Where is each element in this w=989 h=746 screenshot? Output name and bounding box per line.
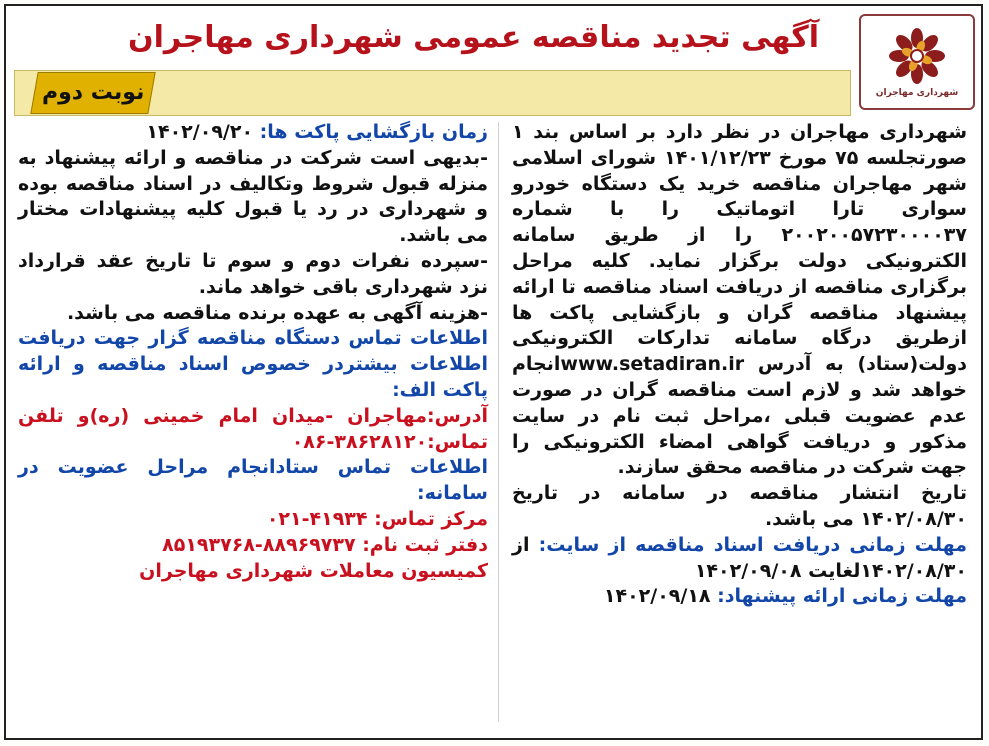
note-participation: -بدیهی است شرکت در مناقصه و ارائه پیشنهاد به منزله قبول شروط وتکالیف در اسناد مناقصه بوده و شهرداری در رد یا قبول کلیه پیشنهادات مختار می باشد. xyxy=(18,146,488,247)
offer-deadline-label: مهلت زمانی ارائه پیشنهاد: xyxy=(717,585,967,608)
tender-description xyxy=(512,120,967,481)
signature-line: کمیسیون معاملات شهرداری مهاجران xyxy=(139,559,488,582)
opening-time-label: زمان بازگشایی پاکت ها: xyxy=(259,121,488,143)
docs-deadline-value: از ۱۴۰۲/۰۸/۳۰لغایت ۱۴۰۲/۰۹/۰۸ xyxy=(512,533,967,582)
call-center-number: مرکز تماس: ۴۱۹۳۴-۰۲۱ xyxy=(266,507,488,530)
municipality-logo xyxy=(859,14,975,110)
registry-office-number: دفتر ثبت نام: ۸۸۹۶۹۷۳۷-۸۵۱۹۳۷۶۸ xyxy=(162,533,488,556)
setad-website-link[interactable]: www.setadiran.ir xyxy=(560,353,745,376)
contact-address: آدرس:مهاجران -میدان امام خمینی (ره)و تلفن تماس:۳۸۶۲۸۱۲۰-۰۸۶ xyxy=(18,404,488,453)
tender-description-text: شهرداری مهاجران در نظر دارد بر اساس بند ۱ صورتجلسه ۷۵ مورخ ۱۴۰۱/۱۲/۲۳ شورای اسلامی شهر مهاجران مناقصه خرید یک دستگاه خودرو سواری تارا اتوماتیک را با شماره ۲۰۰۲۰۰۵۷۲۳۰۰۰۰۳۷ را از طریق سامانه الکترونیکی دولت برگزار نماید. کلیه مراحل برگزاری مناقصه از دریافت اسناد مناقصه تا ارائه پیشنهاد مناقصه گران و بازگشایی پاکت ها ازطریق درگاه سامانه تدارکات الکترونیکی دولت(ستاد) به آدرس xyxy=(512,121,967,376)
setad-contact-heading: اطلاعات تماس ستادانجام مراحل عضویت در سامانه: xyxy=(18,456,488,505)
tender-description-tail: انجام خواهد شد و لازم است مناقصه گران در صورت عدم عضویت قبلی ،مراحل ثبت نام در سایت مذکور و دریافت گواهی امضاء الکترونیکی را جهت شرکت در مناقصه محقق سازند. xyxy=(512,353,967,479)
offer-deadline xyxy=(512,584,967,610)
flower-emblem-icon xyxy=(882,26,952,86)
note-deposit: -سپرده نفرات دوم و سوم تا تاریخ عقد قرارداد نزد شهرداری باقی خواهد ماند. xyxy=(18,249,488,298)
publish-date-text: تاریخ انتشار مناقصه در سامانه در تاریخ ۱۴۰۲/۰۸/۳۰ می باشد. xyxy=(512,482,967,530)
logo-caption: شهرداری مهاجران xyxy=(875,88,959,98)
contact-heading: اطلاعات تماس دستگاه مناقصه گزار جهت دریافت اطلاعات بیشتردر خصوص اسناد مناقصه و ارائه پاکت الف: xyxy=(18,327,488,401)
right-column xyxy=(512,120,967,610)
docs-deadline-label: مهلت زمانی دریافت اسناد مناقصه از سایت: xyxy=(538,533,967,556)
opening-time xyxy=(18,120,488,146)
column-divider xyxy=(498,122,499,722)
note-ad-cost: -هزینه آگهی به عهده برنده مناقصه می باشد. xyxy=(66,301,488,324)
page-title: آگهی تجدید مناقصه عمومی شهرداری مهاجران xyxy=(128,20,819,55)
offer-deadline-value: ۱۴۰۲/۰۹/۱۸ xyxy=(603,585,711,608)
round-badge-label: نوبت دوم xyxy=(41,80,145,105)
left-column xyxy=(18,120,488,584)
docs-deadline xyxy=(512,533,967,585)
opening-time-value: ۱۴۰۲/۰۹/۲۰ xyxy=(146,121,254,143)
round-badge xyxy=(30,72,155,114)
